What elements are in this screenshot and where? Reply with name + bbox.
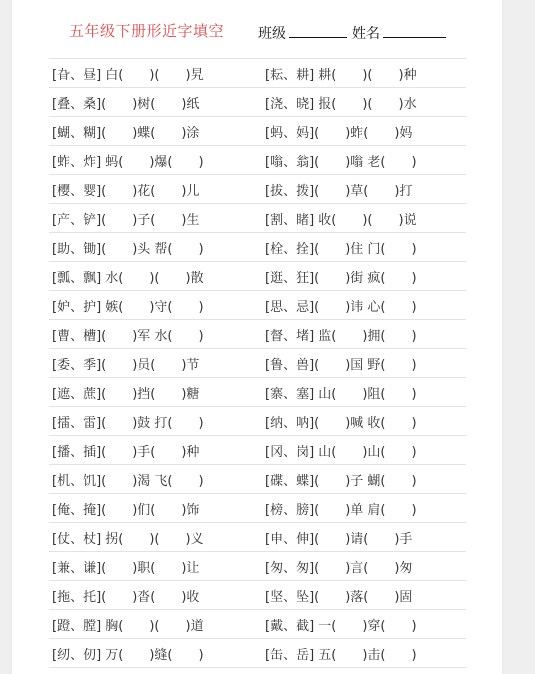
exercise-left: [机、饥]( )渴 飞( ) xyxy=(52,473,204,489)
exercise-row xyxy=(49,523,466,552)
exercise-left: [樱、婴]( )花( )儿 xyxy=(52,183,200,199)
exercise-left: [瓢、飘] 水( )( )散 xyxy=(52,270,204,286)
name-label: 姓名 xyxy=(352,26,380,42)
exercise-right: [鲁、兽]( )国 野( ) xyxy=(265,357,417,373)
exercise-row xyxy=(49,349,466,378)
exercise-right: [耘、耕] 耕( )( )种 xyxy=(265,67,417,83)
exercise-right: [纳、呐]( )喊 收( ) xyxy=(265,415,417,431)
exercise-right: [坚、坠]( )落( )固 xyxy=(265,589,413,605)
exercise-row xyxy=(49,407,466,436)
exercise-row xyxy=(49,610,466,639)
exercise-left: [纫、仞] 万( )缝( ) xyxy=(52,647,204,663)
exercise-right: [缶、岳] 五( )击( ) xyxy=(265,647,417,663)
exercise-left: [蹬、膛] 胸( )( )道 xyxy=(52,618,204,634)
exercise-row xyxy=(49,204,466,233)
exercise-left: [叠、桑]( )树( )纸 xyxy=(52,96,200,112)
exercise-right: [浇、晓] 报( )( )水 xyxy=(265,96,417,112)
class-label: 班级 xyxy=(258,26,286,42)
exercise-left: [播、插]( )手( )种 xyxy=(52,444,200,460)
exercise-row xyxy=(49,378,466,407)
exercise-left: [俺、掩]( )们( )饰 xyxy=(52,502,200,518)
exercise-row xyxy=(49,291,466,320)
class-blank[interactable] xyxy=(289,24,347,38)
exercise-right: [嗡、翁]( )嗡 老( ) xyxy=(265,154,417,170)
exercise-right: [逛、狂]( )街 疯( ) xyxy=(265,270,417,286)
worksheet-page xyxy=(12,0,502,674)
exercise-row xyxy=(49,233,466,262)
exercise-left: [妒、护] 嫉( )守( ) xyxy=(52,299,204,315)
exercise-left: [遮、蔗]( )挡( )糖 xyxy=(52,386,200,402)
exercise-row xyxy=(49,436,466,465)
exercise-left: [助、锄]( )头 帮( ) xyxy=(52,241,204,257)
exercise-left: [蚱、炸] 蚂( )爆( ) xyxy=(52,154,204,170)
exercise-table xyxy=(49,58,466,668)
exercise-row xyxy=(49,175,466,204)
exercise-right: [思、忌]( )讳 心( ) xyxy=(265,299,417,315)
exercise-right: [榜、膀]( )单 肩( ) xyxy=(265,502,417,518)
exercise-row xyxy=(49,465,466,494)
exercise-row xyxy=(49,146,466,175)
exercise-row xyxy=(49,552,466,581)
exercise-left: [旮、昼] 白( )( )旯 xyxy=(52,67,204,83)
exercise-left: [曹、槽]( )军 水( ) xyxy=(52,328,204,344)
exercise-left: [产、铲]( )子( )生 xyxy=(52,212,200,228)
exercise-right: [栓、拴]( )住 门( ) xyxy=(265,241,417,257)
exercise-left: [擂、雷]( )鼓 打( ) xyxy=(52,415,204,431)
exercise-left: [委、季]( )员( )节 xyxy=(52,357,200,373)
exercise-right: [申、伸]( )请( )手 xyxy=(265,531,413,547)
exercise-right: [割、睹] 收( )( )说 xyxy=(265,212,417,228)
exercise-row xyxy=(49,320,466,349)
exercise-row xyxy=(49,581,466,610)
name-blank[interactable] xyxy=(383,24,446,38)
exercise-left: [兼、谦]( )职( )让 xyxy=(52,560,200,576)
student-info xyxy=(258,23,451,43)
exercise-right: [拔、拨]( )草( )打 xyxy=(265,183,413,199)
exercise-left: [拖、托]( )沓( )收 xyxy=(52,589,200,605)
exercise-row xyxy=(49,639,466,668)
exercise-row xyxy=(49,262,466,291)
exercise-right: [蚂、妈]( )蚱( )妈 xyxy=(265,125,413,141)
exercise-row xyxy=(49,494,466,523)
exercise-right: [碟、蝶]( )子 蝴( ) xyxy=(265,473,417,489)
exercise-left: [仗、杖] 拐( )( )义 xyxy=(52,531,204,547)
exercise-right: [寨、塞] 山( )阻( ) xyxy=(265,386,417,402)
exercise-right: [督、堵] 监( )拥( ) xyxy=(265,328,417,344)
exercise-right: [冈、岗] 山( )山( ) xyxy=(265,444,417,460)
exercise-left: [蝴、糊]( )蝶( )涂 xyxy=(52,125,200,141)
exercise-row xyxy=(49,59,466,88)
exercise-row xyxy=(49,117,466,146)
exercise-right: [匆、匆]( )言( )匆 xyxy=(265,560,413,576)
exercise-row xyxy=(49,88,466,117)
worksheet-title: 五年级下册形近字填空 xyxy=(69,22,225,40)
exercise-right: [戴、截] 一( )穿( ) xyxy=(265,618,417,634)
